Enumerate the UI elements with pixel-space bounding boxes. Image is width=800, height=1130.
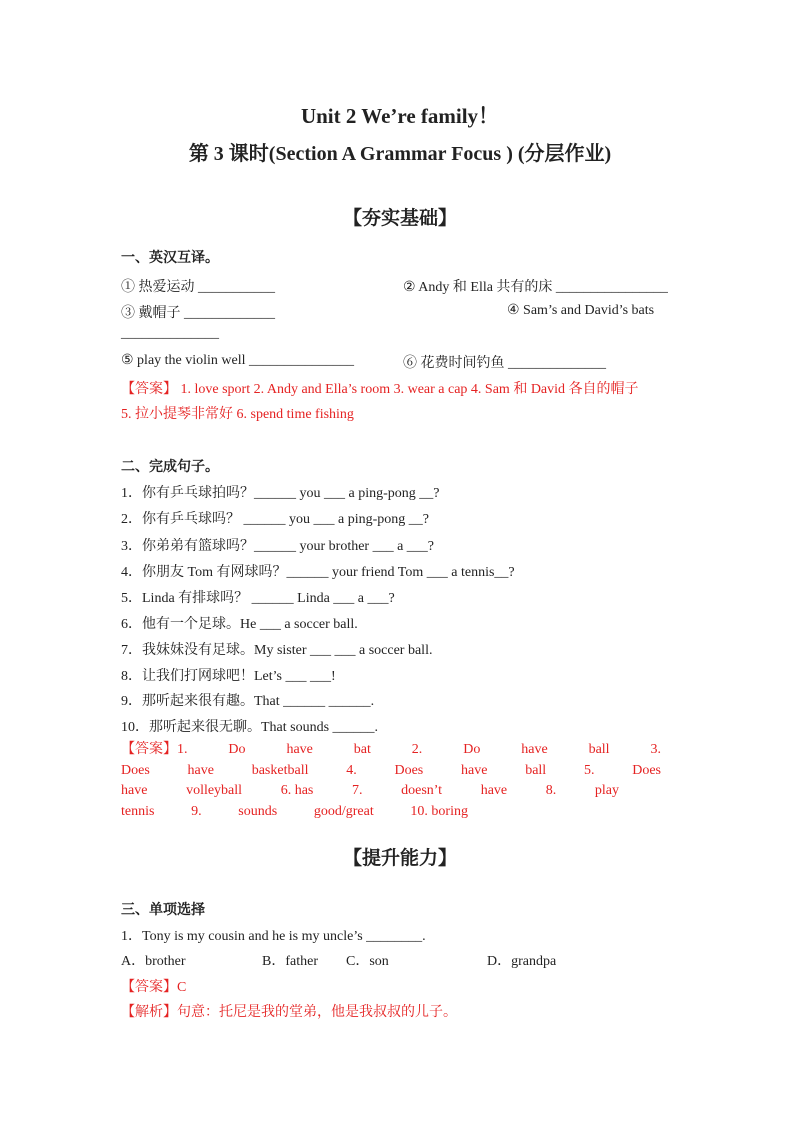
answer-row [121,781,661,802]
part1-answer-continued: 5. 拉小提琴非常好 6. spend time fishing [121,407,354,422]
answer-word: 4. [346,762,357,778]
answer-word: Does [121,762,150,778]
answer-word: volleyball [186,783,243,798]
translation-item: ⑤ play the violin well _______________ [121,353,355,368]
part2-heading: 二、完成句子。 [121,459,219,475]
answer-row [121,761,661,782]
answer-word: ball [588,742,610,757]
sentence-item: 10．那听起来很无聊。That sounds ______. [121,720,379,735]
answer-word: 3. [650,742,661,757]
answer-word: Does [394,762,424,778]
answer-word: basketball [251,762,309,778]
answer-word: have [121,783,148,798]
answer-word: Do [228,742,246,757]
answer-word: tennis [121,803,155,819]
answer-word: have [286,742,313,757]
answer-word: 7. [351,783,363,798]
mc-option-a: A．brother [121,954,186,969]
answer-row [121,802,661,823]
answer-word: have [480,783,508,798]
sentence-item: 2．你有乒乓球吗？ ______ you ___ a ping-pong __? [121,512,429,527]
sentence-item: 3．你弟弟有篮球吗？______ your brother ___ a ___? [121,539,435,554]
translation-item-blank: ______________ [121,326,219,341]
answer-word: Do [463,742,481,757]
part2-answer [121,740,661,822]
answer-row [121,740,661,761]
answer-word: bat [353,742,371,757]
answer-word: Does [632,762,661,778]
answer-word: have [187,762,214,778]
translation-item: ① 热爱运动 ___________ [121,280,275,295]
answer-word: have [521,742,548,757]
mc-answer: 【答案】C [121,980,187,995]
translation-item: ② Andy 和 Ella 共有的床 ________________ [403,280,668,295]
answer-word: 8. [545,783,557,798]
translation-item: ④ Sam’s and David’s bats [507,303,655,318]
mc-analysis: 【解析】句意：托尼是我的堂弟，他是我叔叔的儿子。 [121,1005,457,1020]
answer-word: 5. [583,762,595,778]
answer-word: have [461,762,488,778]
sentence-item: 5．Linda 有排球吗？ ______ Linda ___ a ___? [121,591,395,606]
sentence-item: 6．他有一个足球。He ___ a soccer ball. [121,617,358,632]
part1-heading: 一、英汉互译。 [121,250,219,266]
answer-word: 10. boring [410,803,468,819]
answer-word: play [594,783,619,798]
answer-word: 【答案】1. [121,742,188,757]
sentence-item: 9．那听起来很有趣。That ______ ______. [121,694,375,709]
mc-option-b: B．father [262,954,318,969]
answer-word: 9. [191,803,202,819]
mc-option-c: C．son [346,954,389,969]
answer-word: doesn’t [401,783,443,798]
sentence-item: 8．让我们打网球吧！Let’s ___ ___! [121,669,336,684]
answer-word: 2. [411,742,423,757]
sentence-item: 1．你有乒乓球拍吗？______ you ___ a ping-pong __? [121,486,440,501]
mc-option-d: D．grandpa [487,954,557,969]
translation-item: ⑥ 花费时间钓鱼 ______________ [403,356,606,371]
page-title: Unit 2 We’re family！ [300,104,500,128]
section-heading-basic: 【夯实基础】 [342,208,457,229]
section-heading-improve: 【提升能力】 [342,848,457,869]
mc-question: 1．Tony is my cousin and he is my uncle’s ________. [121,929,426,944]
answer-word: good/great [313,803,374,819]
page-subtitle: 第 3 课时(Section A Grammar Focus ) (分层作业) [188,143,612,165]
part1-answer: 【答案】 1. love sport 2. Andy and Ella’s room 3. wear a cap 4. Sam 和 David 各自的帽子 [121,382,639,397]
part3-heading: 三、单项选择 [121,902,205,918]
translation-item: ③ 戴帽子 _____________ [121,306,275,321]
sentence-item: 4．你朋友 Tom 有网球吗？______ your friend Tom ___ a tennis__? [121,565,515,580]
answer-word: sounds [238,803,278,819]
answer-word: ball [525,762,547,778]
answer-word: 6. has [280,783,314,798]
sentence-item: 7．我妹妹没有足球。My sister ___ ___ a soccer ball. [121,643,433,658]
